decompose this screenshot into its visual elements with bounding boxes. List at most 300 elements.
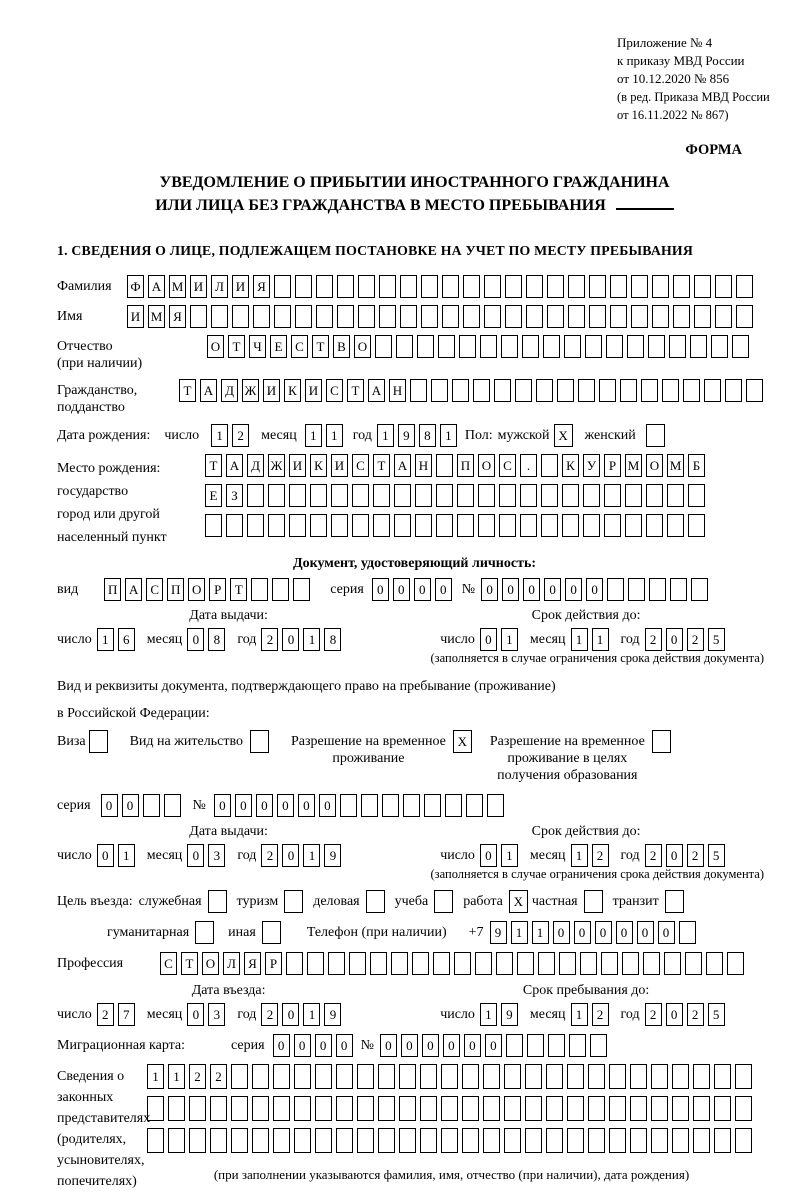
char-cell[interactable]: 1 [511,921,528,944]
char-cell[interactable]: 1 [147,1064,164,1089]
char-cell[interactable] [336,1096,353,1121]
char-cell[interactable]: 6 [118,628,135,651]
char-cell[interactable] [205,514,222,537]
char-cell[interactable]: М [169,275,186,298]
char-cell[interactable]: 0 [187,1003,204,1026]
char-cell[interactable]: 0 [553,921,570,944]
char-cell[interactable] [704,379,721,402]
char-cell[interactable] [557,379,574,402]
char-cell[interactable]: И [289,454,306,477]
char-cell[interactable] [588,1064,605,1089]
char-cell[interactable] [604,514,621,537]
option-residence-permit-checkbox[interactable] [250,730,269,753]
char-cell[interactable] [735,1128,752,1153]
char-cell[interactable]: Е [270,335,287,358]
char-cell[interactable] [568,305,585,328]
char-cell[interactable] [672,1064,689,1089]
char-cell[interactable] [610,275,627,298]
char-cell[interactable] [352,484,369,507]
char-cell[interactable] [164,794,181,817]
char-cell[interactable] [475,952,492,975]
char-cell[interactable] [293,578,310,601]
char-cell[interactable] [541,484,558,507]
char-cell[interactable] [622,952,639,975]
char-cell[interactable] [583,514,600,537]
char-cell[interactable] [316,305,333,328]
char-cell[interactable] [274,275,291,298]
char-cell[interactable]: 1 [303,844,320,867]
char-cell[interactable] [315,1064,332,1089]
char-cell[interactable] [483,1096,500,1121]
char-cell[interactable] [252,1096,269,1121]
char-cell[interactable] [564,335,581,358]
char-cell[interactable] [286,952,303,975]
char-cell[interactable]: 1 [480,1003,497,1026]
char-cell[interactable]: З [226,484,243,507]
char-cell[interactable] [442,275,459,298]
char-cell[interactable] [715,275,732,298]
char-cell[interactable] [588,1096,605,1121]
char-cell[interactable]: Т [230,578,247,601]
char-cell[interactable]: И [331,454,348,477]
char-cell[interactable] [190,305,207,328]
char-cell[interactable] [515,379,532,402]
char-cell[interactable] [683,379,700,402]
purpose-other-checkbox[interactable] [262,921,281,944]
char-cell[interactable]: А [200,379,217,402]
char-cell[interactable] [394,484,411,507]
char-cell[interactable]: С [499,454,516,477]
char-cell[interactable]: Р [604,454,621,477]
char-cell[interactable]: С [352,454,369,477]
char-cell[interactable] [694,305,711,328]
char-cell[interactable] [691,578,708,601]
char-cell[interactable]: Л [223,952,240,975]
char-cell[interactable] [568,275,585,298]
char-cell[interactable] [373,514,390,537]
char-cell[interactable] [232,305,249,328]
char-cell[interactable] [585,335,602,358]
char-cell[interactable] [520,484,537,507]
char-cell[interactable] [147,1096,164,1121]
char-cell[interactable] [527,1034,544,1057]
char-cell[interactable]: Ж [268,454,285,477]
char-cell[interactable]: 2 [261,628,278,651]
char-cell[interactable] [251,578,268,601]
char-cell[interactable]: О [646,454,663,477]
char-cell[interactable] [295,305,312,328]
char-cell[interactable] [189,1096,206,1121]
char-cell[interactable]: 0 [277,794,294,817]
char-cell[interactable] [349,952,366,975]
char-cell[interactable] [583,484,600,507]
char-cell[interactable]: Б [688,454,705,477]
char-cell[interactable] [541,514,558,537]
char-cell[interactable]: 0 [298,794,315,817]
char-cell[interactable]: Ф [127,275,144,298]
char-cell[interactable]: 1 [168,1064,185,1089]
char-cell[interactable] [606,335,623,358]
char-cell[interactable] [562,514,579,537]
char-cell[interactable]: А [394,454,411,477]
char-cell[interactable] [652,275,669,298]
char-cell[interactable] [168,1128,185,1153]
char-cell[interactable] [711,335,728,358]
char-cell[interactable] [253,305,270,328]
char-cell[interactable] [247,484,264,507]
char-cell[interactable]: 2 [687,1003,704,1026]
char-cell[interactable]: 7 [118,1003,135,1026]
char-cell[interactable] [420,1096,437,1121]
char-cell[interactable]: О [478,454,495,477]
char-cell[interactable] [357,1064,374,1089]
char-cell[interactable] [337,275,354,298]
char-cell[interactable]: 9 [501,1003,518,1026]
char-cell[interactable] [410,379,427,402]
char-cell[interactable]: 0 [523,578,540,601]
char-cell[interactable] [685,952,702,975]
char-cell[interactable]: 0 [122,794,139,817]
char-cell[interactable]: 2 [232,424,249,447]
char-cell[interactable] [484,305,501,328]
char-cell[interactable] [420,1064,437,1089]
char-cell[interactable]: 1 [377,424,394,447]
char-cell[interactable]: 0 [658,921,675,944]
char-cell[interactable] [310,484,327,507]
char-cell[interactable]: 2 [97,1003,114,1026]
char-cell[interactable]: 0 [565,578,582,601]
char-cell[interactable] [358,305,375,328]
char-cell[interactable]: 8 [208,628,225,651]
char-cell[interactable] [226,514,243,537]
char-cell[interactable] [457,484,474,507]
char-cell[interactable] [357,1128,374,1153]
char-cell[interactable] [357,1096,374,1121]
char-cell[interactable] [391,952,408,975]
char-cell[interactable]: 5 [708,1003,725,1026]
char-cell[interactable]: 0 [574,921,591,944]
char-cell[interactable] [328,952,345,975]
char-cell[interactable]: 0 [372,578,389,601]
char-cell[interactable] [673,305,690,328]
char-cell[interactable] [547,305,564,328]
char-cell[interactable] [736,305,753,328]
char-cell[interactable]: А [125,578,142,601]
char-cell[interactable] [589,305,606,328]
char-cell[interactable] [424,794,441,817]
char-cell[interactable] [631,305,648,328]
char-cell[interactable] [336,1128,353,1153]
char-cell[interactable]: 2 [592,1003,609,1026]
char-cell[interactable]: 1 [571,628,588,651]
char-cell[interactable] [588,1128,605,1153]
char-cell[interactable]: Д [247,454,264,477]
char-cell[interactable]: 0 [235,794,252,817]
char-cell[interactable]: 0 [544,578,561,601]
char-cell[interactable] [294,1128,311,1153]
char-cell[interactable]: С [146,578,163,601]
option-temp-residence-checkbox[interactable]: X [453,730,472,753]
char-cell[interactable] [273,1096,290,1121]
char-cell[interactable] [630,1096,647,1121]
char-cell[interactable]: 0 [480,844,497,867]
char-cell[interactable] [628,578,645,601]
char-cell[interactable]: Т [347,379,364,402]
char-cell[interactable] [651,1064,668,1089]
char-cell[interactable]: 0 [97,844,114,867]
char-cell[interactable] [436,484,453,507]
char-cell[interactable] [272,578,289,601]
char-cell[interactable] [415,514,432,537]
char-cell[interactable] [499,514,516,537]
char-cell[interactable] [625,484,642,507]
char-cell[interactable] [143,794,160,817]
char-cell[interactable]: Р [209,578,226,601]
char-cell[interactable] [505,275,522,298]
char-cell[interactable]: К [310,454,327,477]
char-cell[interactable] [394,514,411,537]
char-cell[interactable]: 0 [294,1034,311,1057]
char-cell[interactable] [361,794,378,817]
char-cell[interactable] [399,1128,416,1153]
char-cell[interactable] [546,1096,563,1121]
char-cell[interactable] [459,335,476,358]
char-cell[interactable] [547,275,564,298]
char-cell[interactable]: 0 [282,844,299,867]
char-cell[interactable]: Е [205,484,222,507]
char-cell[interactable] [609,1064,626,1089]
char-cell[interactable] [370,952,387,975]
char-cell[interactable] [590,1034,607,1057]
char-cell[interactable] [340,794,357,817]
char-cell[interactable] [210,1096,227,1121]
char-cell[interactable]: 1 [592,628,609,651]
char-cell[interactable] [247,514,264,537]
char-cell[interactable] [454,952,471,975]
char-cell[interactable] [646,484,663,507]
char-cell[interactable] [168,1096,185,1121]
char-cell[interactable] [630,1128,647,1153]
char-cell[interactable] [517,952,534,975]
purpose-tourism-checkbox[interactable] [284,890,303,913]
char-cell[interactable] [487,794,504,817]
purpose-study-checkbox[interactable] [434,890,453,913]
char-cell[interactable] [693,1096,710,1121]
purpose-business-checkbox[interactable] [208,890,227,913]
char-cell[interactable]: 0 [336,1034,353,1057]
char-cell[interactable] [462,1128,479,1153]
gender-male-checkbox[interactable]: X [554,424,573,447]
char-cell[interactable] [315,1128,332,1153]
char-cell[interactable]: 0 [282,628,299,651]
char-cell[interactable]: К [562,454,579,477]
char-cell[interactable] [337,305,354,328]
char-cell[interactable] [273,1128,290,1153]
char-cell[interactable] [400,275,417,298]
char-cell[interactable]: 0 [422,1034,439,1057]
char-cell[interactable] [525,1128,542,1153]
char-cell[interactable] [679,921,696,944]
char-cell[interactable]: М [667,454,684,477]
char-cell[interactable] [599,379,616,402]
char-cell[interactable] [496,952,513,975]
char-cell[interactable] [441,1096,458,1121]
char-cell[interactable]: 0 [380,1034,397,1057]
char-cell[interactable]: 0 [393,578,410,601]
char-cell[interactable]: Р [265,952,282,975]
char-cell[interactable] [484,275,501,298]
char-cell[interactable]: 1 [440,424,457,447]
char-cell[interactable] [706,952,723,975]
char-cell[interactable] [546,1064,563,1089]
char-cell[interactable] [651,1096,668,1121]
char-cell[interactable] [211,305,228,328]
char-cell[interactable] [463,275,480,298]
char-cell[interactable] [420,1128,437,1153]
char-cell[interactable]: 0 [480,628,497,651]
char-cell[interactable]: В [333,335,350,358]
char-cell[interactable] [669,335,686,358]
char-cell[interactable] [693,1064,710,1089]
char-cell[interactable] [736,275,753,298]
char-cell[interactable] [541,454,558,477]
char-cell[interactable] [652,305,669,328]
char-cell[interactable] [526,305,543,328]
char-cell[interactable]: С [160,952,177,975]
char-cell[interactable]: М [625,454,642,477]
char-cell[interactable]: 9 [490,921,507,944]
char-cell[interactable]: 1 [97,628,114,651]
char-cell[interactable] [735,1096,752,1121]
char-cell[interactable] [672,1128,689,1153]
char-cell[interactable]: 0 [481,578,498,601]
char-cell[interactable] [452,379,469,402]
char-cell[interactable] [580,952,597,975]
char-cell[interactable]: 1 [532,921,549,944]
char-cell[interactable]: 1 [303,628,320,651]
char-cell[interactable] [480,335,497,358]
char-cell[interactable]: 0 [101,794,118,817]
char-cell[interactable] [210,1128,227,1153]
char-cell[interactable] [727,952,744,975]
char-cell[interactable] [494,379,511,402]
char-cell[interactable] [403,794,420,817]
char-cell[interactable]: 0 [435,578,452,601]
char-cell[interactable]: 2 [261,844,278,867]
char-cell[interactable] [417,335,434,358]
char-cell[interactable] [294,1096,311,1121]
char-cell[interactable] [331,484,348,507]
char-cell[interactable] [609,1128,626,1153]
char-cell[interactable] [522,335,539,358]
char-cell[interactable]: 2 [645,1003,662,1026]
char-cell[interactable]: 1 [118,844,135,867]
char-cell[interactable]: 0 [187,844,204,867]
char-cell[interactable] [504,1128,521,1153]
char-cell[interactable]: . [520,454,537,477]
char-cell[interactable] [562,484,579,507]
char-cell[interactable]: 0 [666,844,683,867]
char-cell[interactable] [378,1064,395,1089]
char-cell[interactable] [501,335,518,358]
char-cell[interactable] [483,1064,500,1089]
char-cell[interactable]: 0 [214,794,231,817]
char-cell[interactable] [412,952,429,975]
char-cell[interactable]: 3 [208,844,225,867]
char-cell[interactable] [651,1128,668,1153]
char-cell[interactable] [274,305,291,328]
char-cell[interactable] [294,1064,311,1089]
char-cell[interactable]: 0 [414,578,431,601]
option-temp-residence-education-checkbox[interactable] [652,730,671,753]
char-cell[interactable]: А [368,379,385,402]
char-cell[interactable] [690,335,707,358]
char-cell[interactable] [714,1096,731,1121]
char-cell[interactable] [746,379,763,402]
purpose-commercial-checkbox[interactable] [366,890,385,913]
char-cell[interactable] [725,379,742,402]
char-cell[interactable] [473,379,490,402]
char-cell[interactable] [436,514,453,537]
char-cell[interactable]: Т [179,379,196,402]
char-cell[interactable] [714,1128,731,1153]
char-cell[interactable] [643,952,660,975]
char-cell[interactable] [520,514,537,537]
char-cell[interactable] [375,335,392,358]
char-cell[interactable] [273,1064,290,1089]
char-cell[interactable] [436,454,453,477]
purpose-private-checkbox[interactable] [584,890,603,913]
char-cell[interactable]: 1 [211,424,228,447]
char-cell[interactable] [289,484,306,507]
char-cell[interactable] [378,1128,395,1153]
char-cell[interactable] [336,1064,353,1089]
char-cell[interactable] [379,275,396,298]
char-cell[interactable]: 0 [666,628,683,651]
purpose-work-checkbox[interactable]: X [509,890,528,913]
char-cell[interactable] [378,1096,395,1121]
char-cell[interactable]: Я [244,952,261,975]
char-cell[interactable] [438,335,455,358]
purpose-transit-checkbox[interactable] [665,890,684,913]
char-cell[interactable]: 8 [324,628,341,651]
char-cell[interactable] [546,1128,563,1153]
char-cell[interactable]: 1 [571,844,588,867]
char-cell[interactable]: 2 [687,628,704,651]
char-cell[interactable]: 2 [592,844,609,867]
char-cell[interactable] [289,514,306,537]
char-cell[interactable]: 0 [315,1034,332,1057]
char-cell[interactable] [268,484,285,507]
char-cell[interactable] [504,1064,521,1089]
char-cell[interactable] [693,1128,710,1153]
char-cell[interactable] [400,305,417,328]
char-cell[interactable]: У [583,454,600,477]
char-cell[interactable]: 0 [485,1034,502,1057]
char-cell[interactable]: М [148,305,165,328]
char-cell[interactable]: О [188,578,205,601]
char-cell[interactable] [631,275,648,298]
char-cell[interactable]: Ж [242,379,259,402]
char-cell[interactable] [589,275,606,298]
char-cell[interactable]: Я [169,305,186,328]
char-cell[interactable]: Д [221,379,238,402]
option-visa-checkbox[interactable] [89,730,108,753]
char-cell[interactable]: О [202,952,219,975]
char-cell[interactable]: 0 [443,1034,460,1057]
char-cell[interactable]: Я [253,275,270,298]
char-cell[interactable]: И [232,275,249,298]
